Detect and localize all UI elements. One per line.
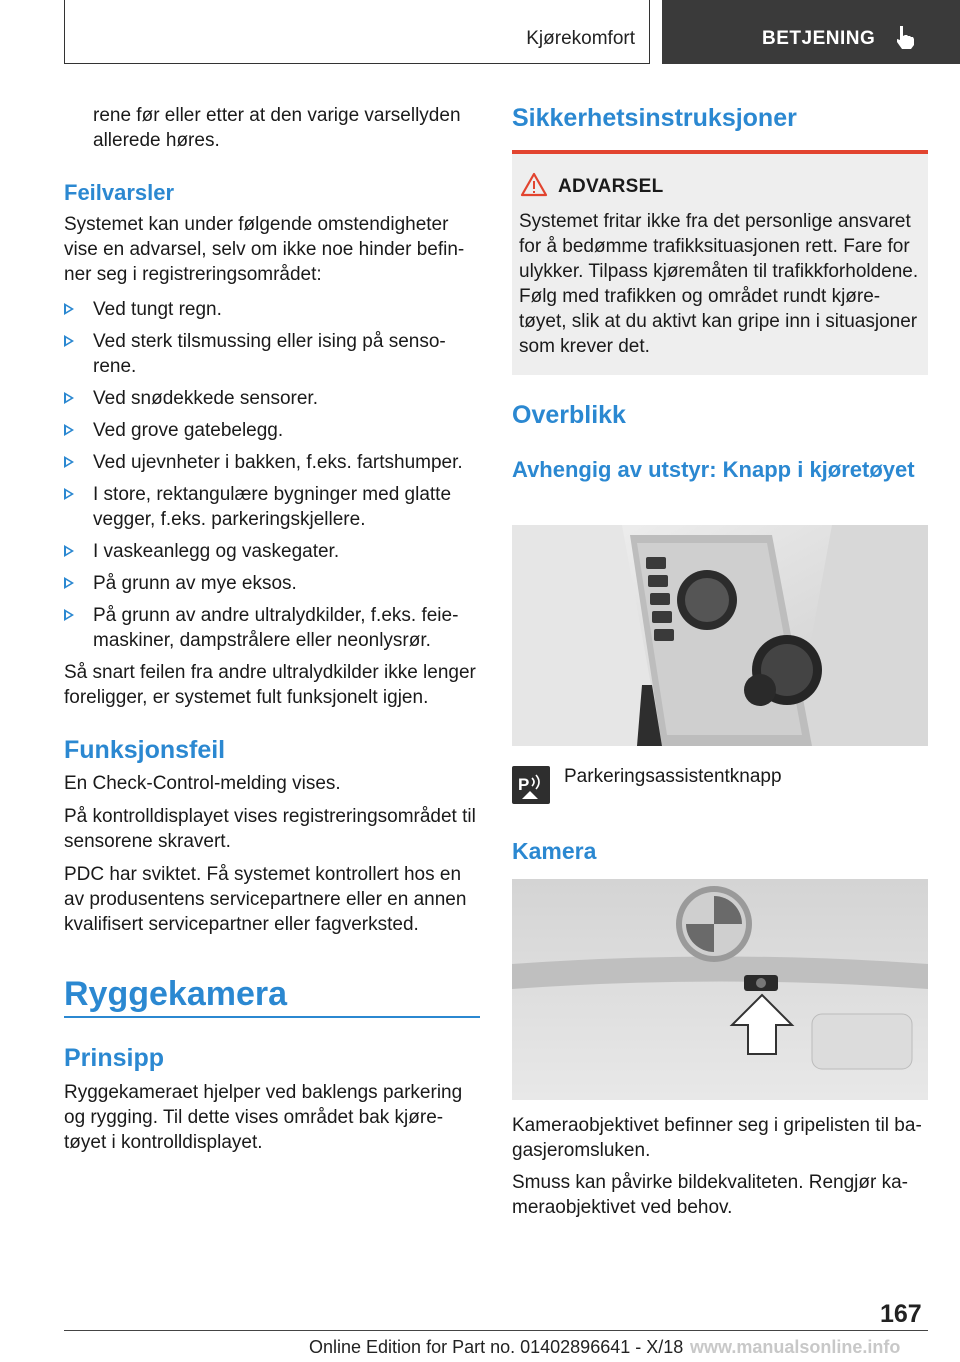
list-item: I vaskeanlegg og vaskegater. — [64, 539, 480, 564]
triangle-bullet-icon — [64, 545, 74, 557]
list-item: Ved sterk tilsmussing eller ising på senso- rene. — [64, 329, 480, 379]
prinsipp-heading: Prinsipp — [64, 1044, 165, 1072]
footer-rule — [64, 1330, 928, 1331]
triangle-bullet-icon — [64, 424, 74, 436]
header-chapter-tab — [662, 0, 960, 64]
triangle-bullet-icon — [64, 609, 74, 621]
button-heading: Avhengig av utstyr: Knapp i kjøretøyet — [512, 457, 915, 482]
triangle-bullet-icon — [64, 456, 74, 468]
triangle-bullet-icon — [64, 577, 74, 589]
funksjonsfeil-p2: På kontrolldisplayet vises registreringsområdet til sensorene skravert. — [64, 806, 476, 852]
watermark-text: www.manualsonline.info — [690, 1337, 901, 1357]
button-caption: Parkeringsassistentknapp — [564, 766, 782, 787]
warning-box — [512, 150, 928, 375]
triangle-bullet-icon — [64, 392, 74, 404]
edition-text: Online Edition for Part no. 01402896641 - X/18 — [309, 1337, 684, 1357]
warning-triangle-icon — [520, 172, 548, 197]
pdc-button-icon — [512, 766, 550, 809]
feilvarsler-text: Systemet kan under følgende omstendigheter vise en advarsel, selv om ikke noe hinder befin- ner seg i registreringsområdet: — [64, 214, 465, 285]
overview-heading: Overblikk — [512, 401, 626, 429]
header-section-title: Kjørekomfort — [526, 28, 635, 49]
list-item: Ved snødekkede sensorer. — [64, 386, 480, 411]
camera-heading: Kamera — [512, 838, 597, 864]
console-photo — [512, 525, 928, 746]
warning-text: Systemet fritar ikke fra det personlige ansvaret for å bedømme trafikksituasjonen rett. Fare for ulykker. Tilpass kjøremåten til trafikkforholdene. Følg med trafikken og området rundt kjøre- tøyet, slik at du aktivt kan gripe inn i situasjoner som krever det. — [519, 211, 919, 357]
list-item: Ved grove gatebelegg. — [64, 418, 480, 443]
warning-label: ADVARSEL — [558, 176, 664, 197]
funksjonsfeil-p3: PDC har sviktet. Få systemet kontrollert hos en av produsentens servicepartnere eller en annen kvalifisert servicepartner eller fagverksted. — [64, 864, 467, 935]
list-item: Ved tungt regn. — [64, 297, 480, 322]
triangle-bullet-icon — [64, 303, 74, 315]
list-item: På grunn av andre ultralydkilder, f.eks. feie- maskiner, dampstrålere eller neonlysrør. — [64, 603, 480, 653]
list-item: Ved ujevnheter i bakken, f.eks. fartshumper. — [64, 450, 480, 475]
triangle-bullet-icon — [64, 488, 74, 500]
intro-text: rene før eller etter at den varige varsellyden allerede høres. — [93, 105, 461, 151]
feilvarsler-list — [64, 297, 480, 660]
feilvarsler-heading: Feilvarsler — [64, 180, 175, 205]
camera-photo — [512, 879, 928, 1100]
pointing-hand-icon — [894, 24, 916, 50]
prinsipp-text: Ryggekameraet hjelper ved baklengs parkering og rygging. Til dette vises området bak kjøre- tøyet i kontrolldisplayet. — [64, 1082, 463, 1153]
header-chapter-title: BETJENING — [762, 28, 876, 49]
triangle-bullet-icon — [64, 335, 74, 347]
funksjonsfeil-p1: En Check-Control-melding vises. — [64, 773, 341, 794]
header-section-tab — [64, 0, 650, 64]
safety-heading: Sikkerhetsinstruksjoner — [512, 104, 797, 132]
ryggekamera-heading: Ryggekamera — [64, 975, 288, 1013]
section-divider — [64, 1016, 480, 1018]
camera-p1: Kameraobjektivet befinner seg i gripelisten til ba- gasjeromsluken. — [512, 1115, 922, 1161]
list-item: I store, rektangulære bygninger med glatte vegger, f.eks. parkeringskjellere. — [64, 482, 480, 532]
funksjonsfeil-heading: Funksjonsfeil — [64, 736, 226, 764]
list-item: På grunn av mye eksos. — [64, 571, 480, 596]
camera-p2: Smuss kan påvirke bildekvaliteten. Rengjør ka- meraobjektivet ved behov. — [512, 1172, 909, 1218]
feilvarsler-closing: Så snart feilen fra andre ultralydkilder ikke lenger foreligger, er systemet fult funksjonelt igjen. — [64, 662, 476, 708]
page-number: 167 — [880, 1300, 922, 1328]
svg-text:P: P — [518, 775, 530, 794]
